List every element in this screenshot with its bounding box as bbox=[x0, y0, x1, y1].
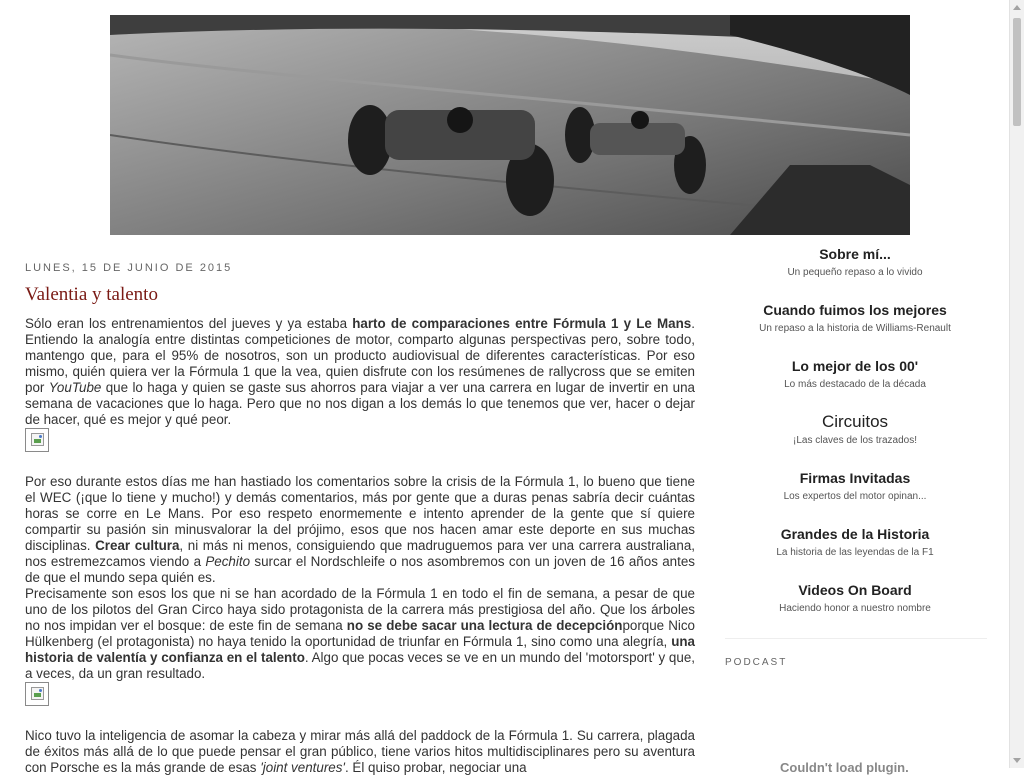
sidebar-item-title[interactable]: Lo mejor de los 00' bbox=[791, 358, 919, 374]
bold-text: no se debe sacar una lectura de decepción bbox=[346, 618, 623, 633]
sidebar-item-subtitle: La historia de las leyendas de la F1 bbox=[776, 547, 934, 558]
text-run: . Algo que pocas veces se ve en un mundo del 'motorsport' y que, a veces, da un gran resultado. bbox=[25, 650, 695, 681]
racing-cars-photo bbox=[110, 15, 910, 235]
text-run: Nico tuvo la inteligencia de asomar la cabeza y mirar más allá del paddock de la Fórmula 1. Su carrera, plagada de éxitos más allá de lo que puede pensar el gran público, tiene varios hitos multidisciplinares pero su aventura con Porsche es la más grande de esas bbox=[25, 728, 695, 775]
text-run: . Él quiso probar, negociar una bbox=[344, 760, 527, 775]
sidebar-item-title[interactable]: Videos On Board bbox=[798, 582, 912, 598]
sidebar-item-firmas-invitadas[interactable] bbox=[725, 470, 985, 526]
sidebar-divider bbox=[725, 638, 987, 639]
spacer bbox=[25, 706, 695, 728]
broken-image-icon[interactable] bbox=[25, 428, 49, 452]
paragraph-2 bbox=[25, 474, 695, 586]
main-content bbox=[25, 262, 695, 776]
paragraph-3 bbox=[25, 586, 695, 682]
image-placeholder-icon bbox=[31, 687, 44, 700]
bold-text: una historia de valentía y confianza en el talento bbox=[25, 634, 695, 665]
sidebar-item-videos-on-board[interactable] bbox=[725, 582, 985, 638]
text-run: , ni más ni menos, consiguiendo que madruguemos para ver una carrera australiana, nos estremezcamos viendo a bbox=[25, 538, 695, 569]
sidebar-item-sobre-mi[interactable] bbox=[725, 246, 985, 302]
post-title-link[interactable]: Valentia y talento bbox=[25, 284, 158, 305]
italic-text: YouTube bbox=[48, 380, 102, 395]
sidebar-item-grandes-historia[interactable] bbox=[725, 526, 985, 582]
bold-text: harto de comparaciones entre Fórmula 1 y Le Mans bbox=[352, 316, 692, 331]
italic-text: 'joint ventures' bbox=[260, 760, 345, 775]
text-run: Precisamente son esos los que ni se han acordado de la Fórmula 1 en todo el fin de semana, a pesar de que uno de los pilotos del Gran Circo haya sido protagonista de la carrera más prestigiosa del año. Que los árboles no nos impidan ver el bosque: de este fin de semana bbox=[25, 586, 695, 633]
post-body bbox=[25, 316, 695, 776]
vertical-scrollbar[interactable] bbox=[1009, 0, 1024, 768]
paragraph-4 bbox=[25, 728, 695, 776]
sidebar-item-title[interactable]: Sobre mí... bbox=[819, 246, 891, 262]
podcast-heading: PODCAST bbox=[725, 657, 788, 668]
sidebar-item-circuitos[interactable] bbox=[725, 414, 985, 470]
image-placeholder-icon bbox=[31, 433, 44, 446]
text-run: . Entiendo la analogía entre distintas competiciones de motor, comparto algunas perspectivas pero, sobre todo, mantengo que, para el 95% de nosotros, son un producto audiovisual de diferentes características. Por eso mismo, quién quiera ver la Fórmula 1 que la vea, quien disfrute con los resúmenes de rallycross que se emiten por bbox=[25, 316, 695, 395]
broken-image-icon[interactable] bbox=[25, 682, 49, 706]
sidebar-item-title[interactable]: Firmas Invitadas bbox=[799, 470, 911, 486]
text-run: Sólo eran los entrenamientos del jueves y ya estaba bbox=[25, 316, 353, 331]
bold-text: Crear cultura bbox=[95, 538, 180, 553]
text-run: Por eso durante estos días me han hastiado los comentarios sobre la crisis de la Fórmula 1, lo bueno que tiene el WEC (¡que lo tiene y mucho!) y demás comentarios, más por gente que a duras penas sabría decir cuántas horas se corre en Le Mans. Por eso respeto enormemente e intento aprender de la gente que sí quiere compartir su pasión sin minusvalorar la del prójimo, esos que nos hacen amar este deporte en sus muchas disciplinas. bbox=[25, 474, 695, 553]
sidebar-item-subtitle: Los expertos del motor opinan... bbox=[783, 491, 927, 502]
sidebar-item-lo-mejor-00[interactable] bbox=[725, 358, 985, 414]
sidebar bbox=[725, 246, 985, 775]
paragraph-1 bbox=[25, 316, 695, 428]
scrollbar-thumb[interactable] bbox=[1013, 18, 1021, 126]
text-run: surcar el Nordschleife o nos asombremos con un joven de 16 años antes de que el mundo sepa quién es. bbox=[25, 554, 695, 585]
sidebar-item-subtitle: Un repaso a la historia de Williams-Renault bbox=[759, 323, 951, 334]
sidebar-item-subtitle: Lo más destacado de la década bbox=[784, 379, 926, 390]
text-run: que lo haga y quien se gaste sus ahorros para viajar a ver una carrera en lugar de invertir en una semana de vacaciones que lo haga. Pero que no nos digan a los demás lo que tenemos que ver, hacer o dejar de hacer, qué es mejor y qué peor. bbox=[25, 380, 695, 427]
sidebar-item-title[interactable]: Grandes de la Historia bbox=[780, 526, 930, 542]
sidebar-item-title[interactable]: Cuando fuimos los mejores bbox=[763, 302, 947, 318]
sidebar-item-title[interactable]: Circuitos bbox=[821, 412, 889, 431]
sidebar-item-subtitle: Un pequeño repaso a lo vivido bbox=[787, 267, 923, 278]
text-run: porque Nico Hülkenberg (el protagonista) no haya tenido la oportunidad de triunfar en Fórmula 1, sino como una alegría, bbox=[25, 618, 695, 649]
sidebar-item-subtitle: Haciendo honor a nuestro nombre bbox=[779, 603, 931, 614]
scroll-down-arrow-icon[interactable] bbox=[1013, 758, 1021, 763]
spacer bbox=[25, 452, 695, 474]
scroll-up-arrow-icon[interactable] bbox=[1013, 5, 1021, 10]
sidebar-item-subtitle: ¡Las claves de los trazados! bbox=[793, 435, 917, 446]
italic-text: Pechito bbox=[205, 554, 251, 569]
header-banner-image[interactable] bbox=[110, 15, 910, 235]
post-date: LUNES, 15 DE JUNIO DE 2015 bbox=[25, 262, 233, 274]
sidebar-item-cuando-fuimos[interactable] bbox=[725, 302, 985, 358]
plugin-error-message: Couldn't load plugin. bbox=[780, 760, 909, 775]
